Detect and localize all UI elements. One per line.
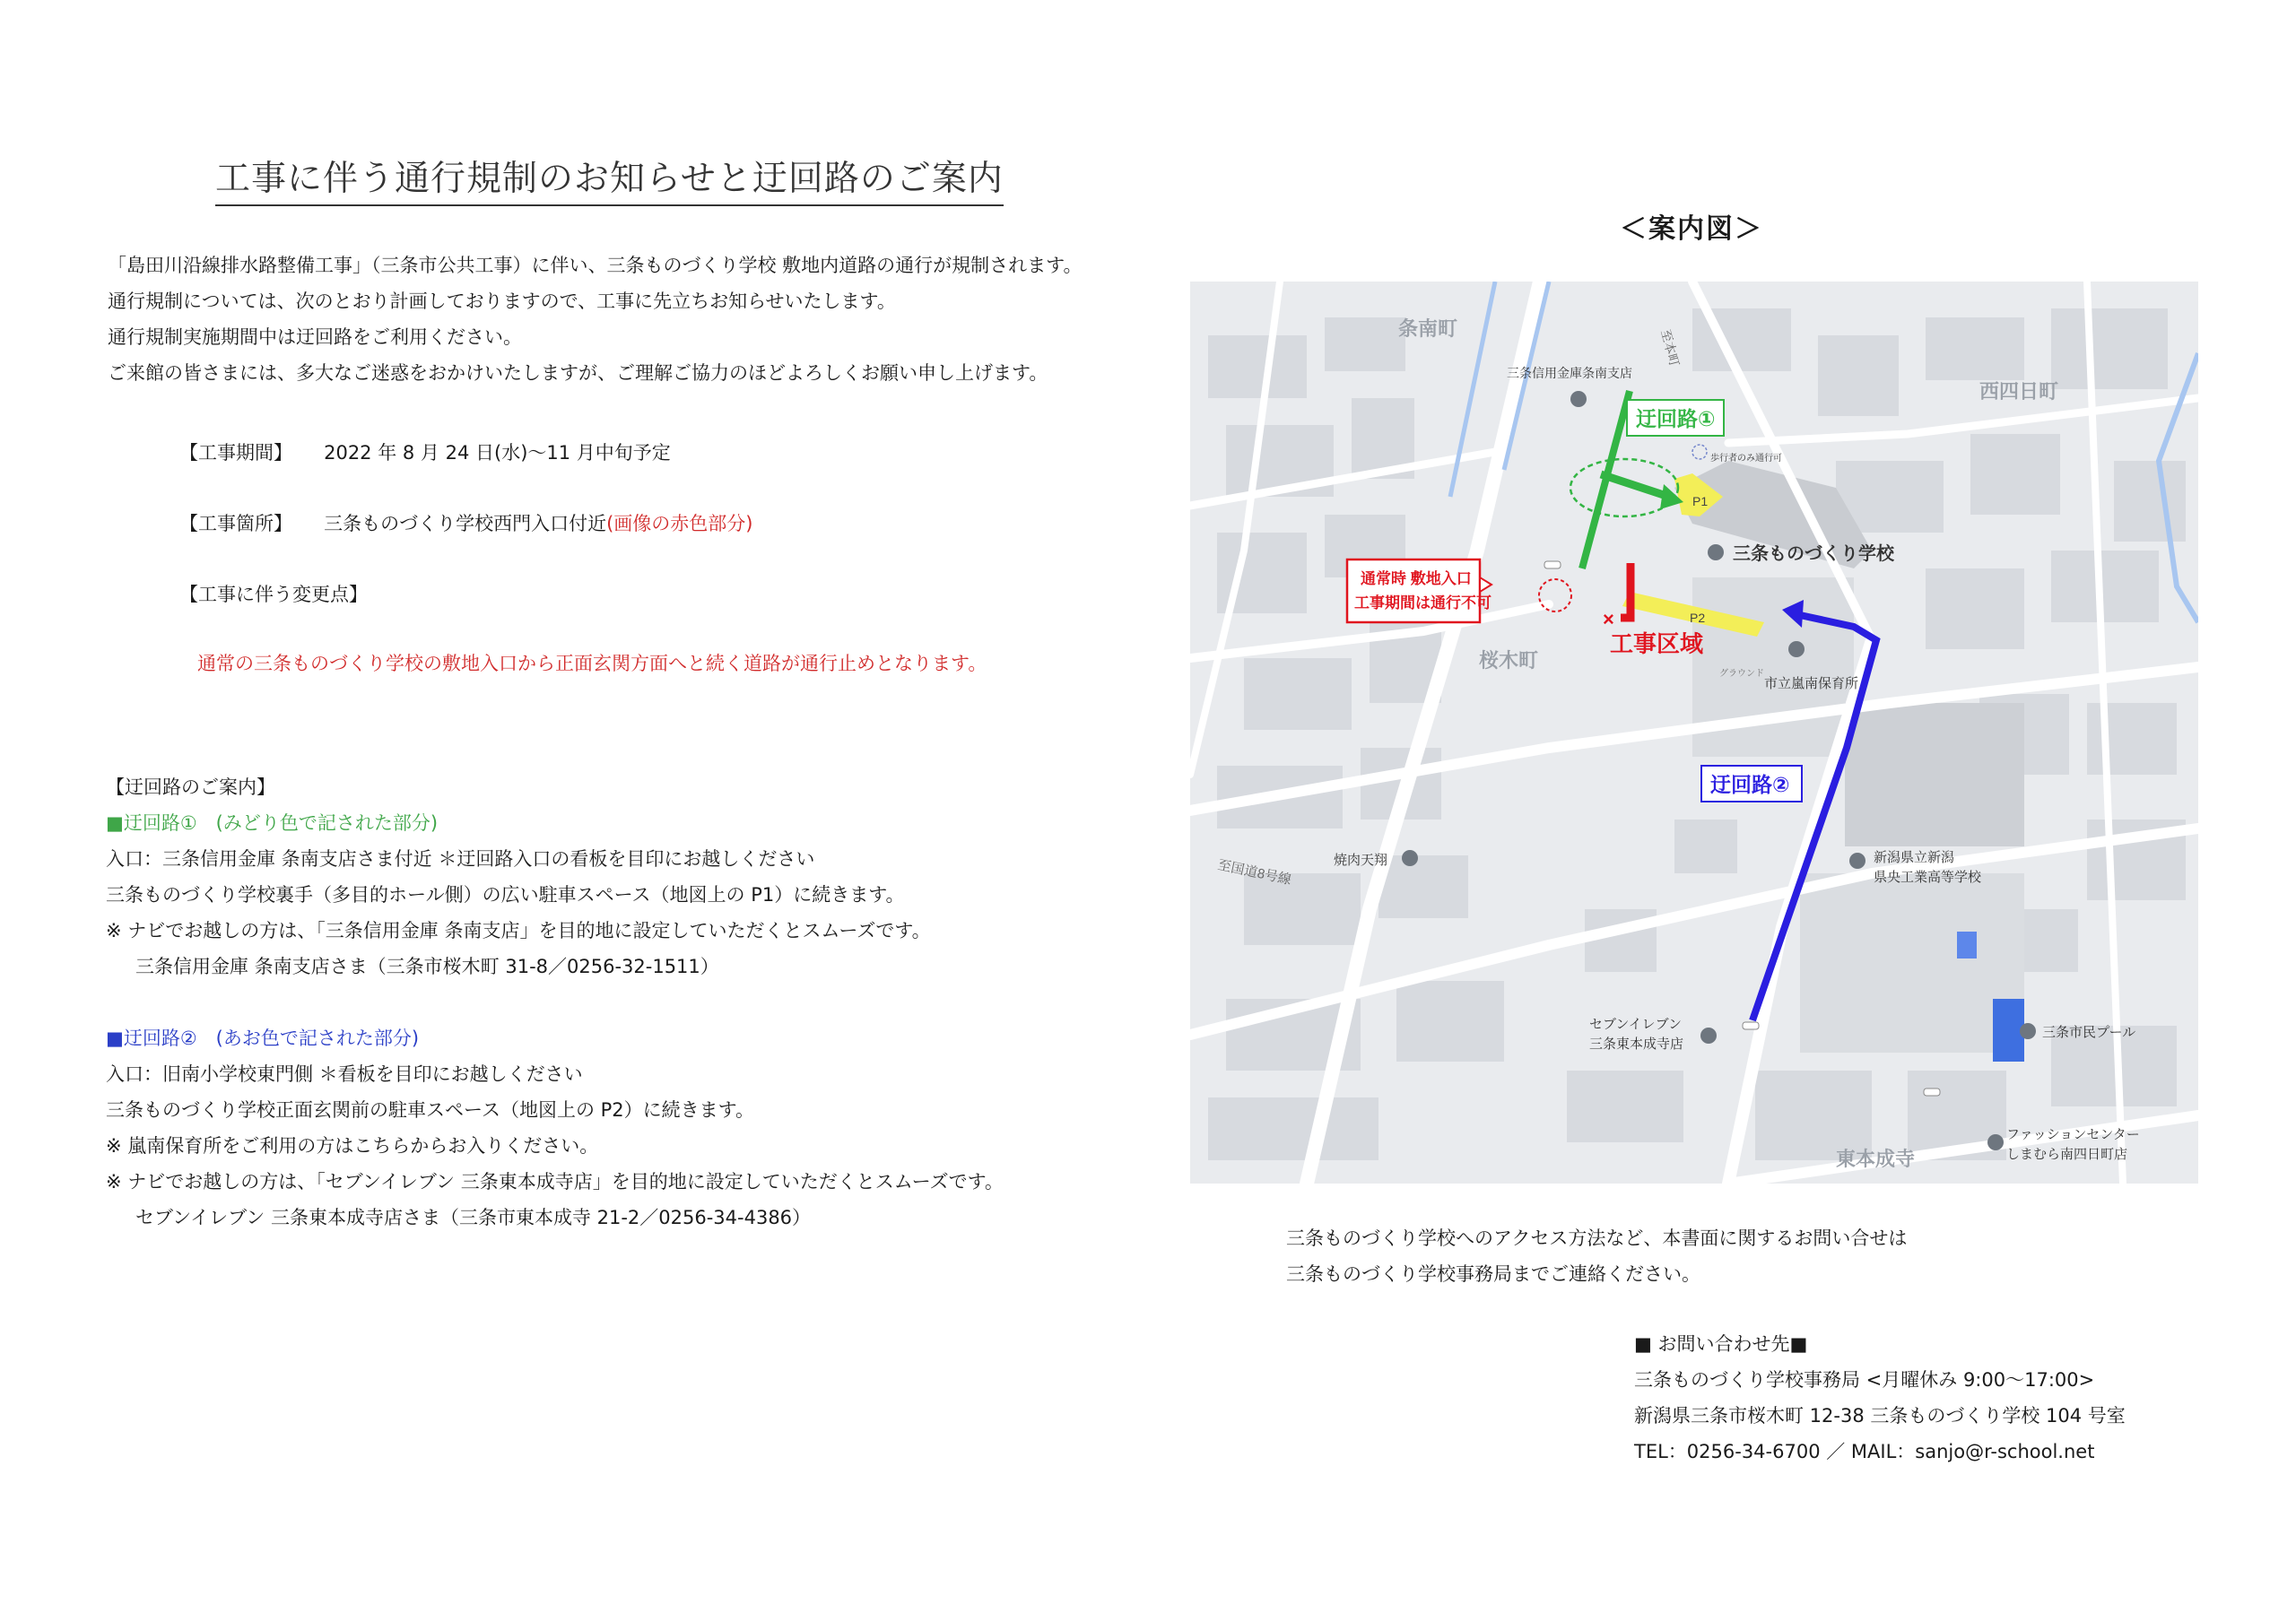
map-label-northroad: 至本町 xyxy=(1658,327,1683,369)
map-label-highschool1: 新潟県立新潟 xyxy=(1874,850,1955,865)
contact-note xyxy=(1286,1220,1907,1292)
map-label-notice1: 通常時 敷地入口 xyxy=(1361,570,1472,587)
route2-line: 入口：旧南小学校東門側 ＊看板を目印にお越しください xyxy=(106,1063,583,1085)
map-label-route8: 至国道8号線 xyxy=(1216,857,1293,889)
route1-line: 三条ものづくり学校裏手（多目的ホール側）の広い駐車スペース（地図上の P1）に続きます。 xyxy=(106,884,905,906)
map-label-p1: P1 xyxy=(1692,494,1709,508)
map-graphic xyxy=(1190,282,2198,1184)
period-value: 2022 年 8 月 24 日(水)～11 月中旬予定 xyxy=(324,442,671,464)
map-heading: ＜案内図＞ xyxy=(1620,213,1763,245)
intro-line: 通行規制実施期間中は迂回路をご利用ください。 xyxy=(108,326,522,348)
detour-section xyxy=(106,769,1004,1236)
location-note: (画像の赤色部分) xyxy=(606,513,753,534)
map-label-ground: グラウンド xyxy=(1719,669,1764,679)
route2-line: ※ ナビでお越しの方は、「セブンイレブン 三条東本成寺店」を目的地に設定していただくとスムーズです。 xyxy=(106,1171,1004,1193)
route2-address: セブンイレブン 三条東本成寺店さま（三条市東本成寺 21-2／0256-34-4386） xyxy=(135,1207,812,1228)
map-label-nursery: 市立嵐南保育所 xyxy=(1764,676,1859,691)
map-label-sakuragi: 桜木町 xyxy=(1479,649,1539,672)
location-row xyxy=(179,509,752,536)
contact-address: 新潟県三条市桜木町 12-38 三条ものづくり学校 104 号室 xyxy=(1634,1405,2126,1427)
map-label-notice2: 工事期間は通行不可 xyxy=(1354,594,1492,612)
map-label-p2: P2 xyxy=(1690,611,1706,625)
map-label-construction: 工事区域 xyxy=(1610,630,1704,657)
route2-title: ■迂回路② (あお色で記された部分) xyxy=(106,1028,420,1049)
contact-note-line: 三条ものづくり学校事務局までご連絡ください。 xyxy=(1286,1263,1700,1285)
map-label-pedestrian: 歩行者のみ通行可 xyxy=(1710,454,1782,464)
map-label-school: 三条ものづくり学校 xyxy=(1733,544,1894,564)
contact-tel-mail: TEL：0256-34-6700 ／ MAIL：sanjo@r-school.net xyxy=(1634,1441,2095,1462)
contact-heading: ■ お問い合わせ先■ xyxy=(1634,1333,1808,1355)
intro-text xyxy=(108,247,1083,391)
period-label: 【工事期間】 xyxy=(179,442,292,464)
map-label-seven2: 三条東本成寺店 xyxy=(1589,1037,1684,1052)
map-label-seven1: セブンイレブン xyxy=(1589,1017,1683,1032)
map-label-route1: 迂回路① xyxy=(1636,407,1716,430)
construction-x-icon: × xyxy=(1603,608,1614,630)
map-label-fashion2: しまむら南四日町店 xyxy=(2006,1147,2128,1162)
route2-line: 三条ものづくり学校正面玄関前の駐車スペース（地図上の P2）に続きます。 xyxy=(106,1099,754,1121)
map-label-bank: 三条信用金庫条南支店 xyxy=(1507,366,1632,380)
route1-address: 三条信用金庫 条南支店さま（三条市桜木町 31-8／0256-32-1511） xyxy=(135,956,719,977)
route1-line: ※ ナビでお越しの方は、「三条信用金庫 条南支店」を目的地に設定していただくとスムーズです。 xyxy=(106,920,931,941)
route-map xyxy=(1190,282,2198,1184)
route1-line: 入口：三条信用金庫 条南支店さま付近 ＊迂回路入口の看板を目印にお越しください xyxy=(106,848,815,870)
contact-note-line: 三条ものづくり学校へのアクセス方法など、本書面に関するお問い合せは xyxy=(1286,1227,1908,1249)
route1-title: ■迂回路① (みどり色で記された部分) xyxy=(106,812,439,834)
intro-line: 通行規制については、次のとおり計画しておりますので、工事に先立ちお知らせいたします。 xyxy=(108,291,896,312)
intro-line: ご来館の皆さまには、多大なご迷惑をおかけいたしますが、ご理解ご協力のほどよろしくお願い申し上げます。 xyxy=(108,362,1048,384)
contact-section xyxy=(1634,1326,2126,1470)
map-label-nishi: 西四日町 xyxy=(1979,380,2059,403)
map-label-highschool2: 県央工業高等学校 xyxy=(1874,870,1982,885)
contact-office: 三条ものづくり学校事務局 <月曜休み 9:00～17:00> xyxy=(1634,1369,2095,1391)
map-label-jonan: 条南町 xyxy=(1398,317,1458,340)
changes-text: 通常の三条ものづくり学校の敷地入口から正面玄関方面へと続く道路が通行止めとなります。 xyxy=(197,653,987,674)
period-row xyxy=(179,438,671,465)
detour-heading: 【迂回路のご案内】 xyxy=(106,776,275,798)
location-value: 三条ものづくり学校西門入口付近 xyxy=(324,513,607,534)
map-label-pool: 三条市民プール xyxy=(2042,1025,2136,1040)
page-title: 工事に伴う通行規制のお知らせと迂回路のご案内 xyxy=(215,151,1004,206)
map-label-yakiniku: 焼肉天翔 xyxy=(1334,853,1388,868)
map-label-higashi: 東本成寺 xyxy=(1836,1148,1916,1170)
map-label-route2: 迂回路② xyxy=(1710,773,1790,796)
map-label-fashion1: ファッションセンター xyxy=(2006,1127,2140,1142)
location-label: 【工事箇所】 xyxy=(179,513,292,534)
route2-line: ※ 嵐南保育所をご利用の方はこちらからお入りください。 xyxy=(106,1135,599,1157)
changes-label: 【工事に伴う変更点】 xyxy=(179,584,368,605)
intro-line: 「島田川沿線排水路整備工事」（三条市公共工事）に伴い、三条ものづくり学校 敷地内道路の通行が規制されます。 xyxy=(108,255,1083,276)
